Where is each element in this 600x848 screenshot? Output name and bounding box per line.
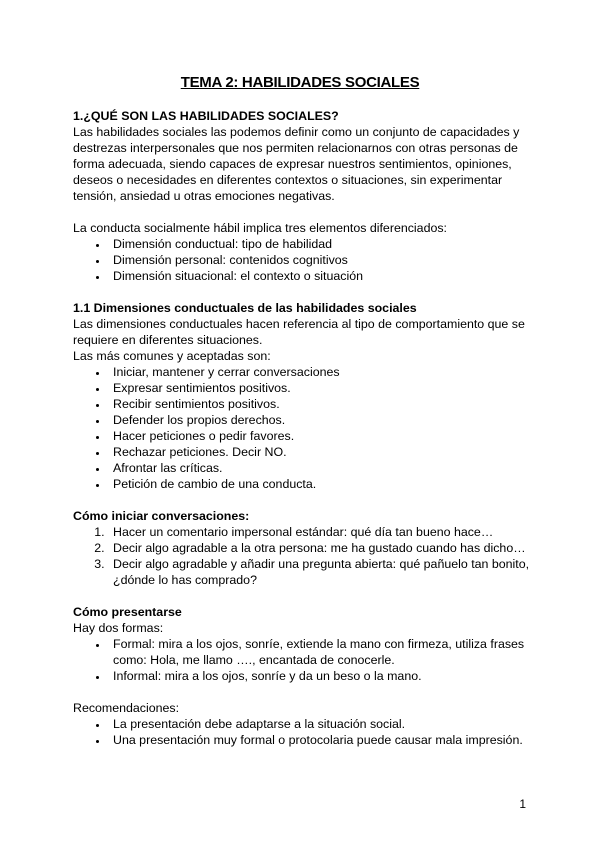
list-item: • La presentación debe adaptarse a la situación social. xyxy=(108,716,533,732)
elements-list xyxy=(73,236,533,284)
list-item: • Recibir sentimientos positivos. xyxy=(108,396,533,412)
list-item: • Expresar sentimientos positivos. xyxy=(108,380,533,396)
document-body xyxy=(73,108,533,748)
conversations-heading: Cómo iniciar conversaciones: xyxy=(73,509,250,523)
section-1-1-intro: Las más comunes y aceptadas son: xyxy=(73,349,271,363)
page-number: 1 xyxy=(519,797,526,811)
list-item: • Petición de cambio de una conducta. xyxy=(108,476,533,492)
list-item: • Dimensión conductual: tipo de habilidad xyxy=(108,236,533,252)
recommendations-list xyxy=(73,716,533,748)
list-item: • Formal: mira a los ojos, sonríe, extiende la mano con firmeza, utiliza frases como: Hola, me llamo …., encantada de conocerle. xyxy=(108,636,533,668)
document-title: TEMA 2: HABILIDADES SOCIALES xyxy=(180,74,420,91)
section-1-intro: La conducta socialmente hábil implica tres elementos diferenciados: xyxy=(73,221,447,235)
section-1-1-paragraph: Las dimensiones conductuales hacen referencia al tipo de comportamiento que se requiere en diferentes situaciones. xyxy=(73,317,525,347)
conversations-list xyxy=(73,524,533,588)
list-item: 1. Hacer un comentario impersonal estándar: qué día tan bueno hace… xyxy=(108,524,533,540)
list-item: 3. Decir algo agradable y añadir una pregunta abierta: qué pañuelo tan bonito, ¿dónde lo has comprado? xyxy=(108,556,533,588)
list-item: • Una presentación muy formal o protocolaria puede causar mala impresión. xyxy=(108,732,533,748)
list-item: • Dimensión situacional: el contexto o situación xyxy=(108,268,533,284)
presentation-intro: Hay dos formas: xyxy=(73,621,164,635)
section-1-1-heading: 1.1 Dimensiones conductuales de las habilidades sociales xyxy=(73,301,417,315)
list-item: • Hacer peticiones o pedir favores. xyxy=(108,428,533,444)
list-item: • Dimensión personal: contenidos cognitivos xyxy=(108,252,533,268)
list-item: • Informal: mira a los ojos, sonríe y da un beso o la mano. xyxy=(108,668,533,684)
list-item: • Rechazar peticiones. Decir NO. xyxy=(108,444,533,460)
recommendations-heading: Recomendaciones: xyxy=(73,701,180,715)
section-1-paragraph: Las habilidades sociales las podemos definir como un conjunto de capacidades y destrezas interpersonales que nos permiten relacionarnos con otras personas de forma adecuada, siendo capaces de expresar nuestros sentimientos, opiniones, deseos o necesidades en diferentes contextos o situaciones, sin experimentar tensión, ansiedad u otras emociones negativas. xyxy=(73,125,520,203)
section-1-heading: 1.¿QUÉ SON LAS HABILIDADES SOCIALES? xyxy=(73,109,339,123)
list-item: • Afrontar las críticas. xyxy=(108,460,533,476)
list-item: 2. Decir algo agradable a la otra persona: me ha gustado cuando has dicho… xyxy=(108,540,533,556)
presentation-list xyxy=(73,636,533,684)
list-item: • Iniciar, mantener y cerrar conversaciones xyxy=(108,364,533,380)
presentation-heading: Cómo presentarse xyxy=(73,605,182,619)
dimensions-list xyxy=(73,364,533,492)
list-item: • Defender los propios derechos. xyxy=(108,412,533,428)
